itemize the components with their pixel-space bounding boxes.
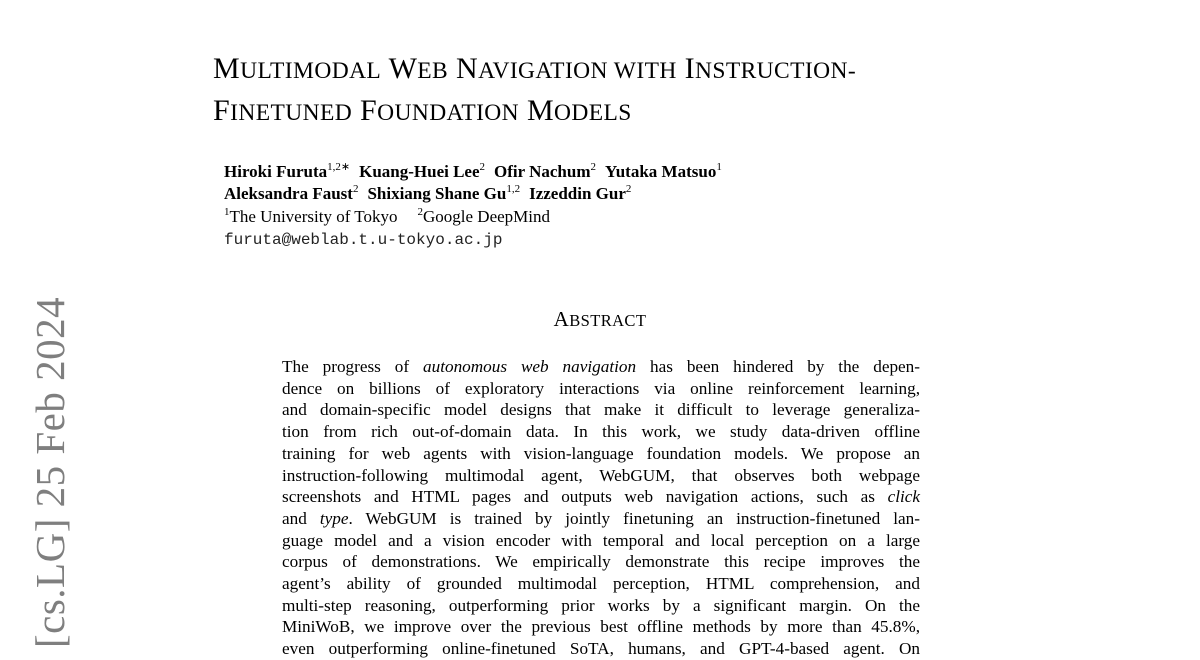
affiliations bbox=[224, 206, 550, 228]
author-name: Izzeddin Gur$^2$ bbox=[529, 183, 632, 203]
abstract-line: The progress of autonomous web navigation has been hindered by the depen- bbox=[282, 357, 920, 376]
abstract-line: agent’s ability of grounded multimodal perception, HTML comprehension, and bbox=[282, 574, 920, 594]
affiliation-1: $^1$The University of Tokyo bbox=[224, 206, 398, 226]
abstract-line: and type. WebGUM is trained by jointly finetuning an instruction-finetuned lan- bbox=[282, 508, 920, 528]
author-row-1 bbox=[224, 161, 722, 183]
author-name: Hiroki Furuta$^{1,2∗}$ bbox=[224, 161, 351, 181]
title-line-2 bbox=[213, 94, 632, 127]
author-row-2 bbox=[224, 183, 722, 205]
abstract-line: screenshots and HTML pages and outputs web navigation actions, such as click bbox=[282, 487, 920, 507]
title-word: FINETUNED bbox=[213, 94, 353, 127]
abstract-line: dence on billions of exploratory interactions via online reinforcement learning, bbox=[282, 378, 920, 398]
author-email[interactable]: furuta@weblab.t.u-tokyo.ac.jp bbox=[224, 231, 503, 249]
author-name: Yutaka Matsuo$^1$ bbox=[605, 161, 722, 181]
title-word: FOUNDATION bbox=[359, 94, 520, 127]
abstract-line: instruction-following multimodal agent, WebGUM, that observes both webpage bbox=[282, 465, 920, 485]
title-word: MULTIMODAL bbox=[213, 52, 382, 85]
author-name: Kuang-Huei Lee$^2$ bbox=[359, 161, 486, 181]
author-name: Aleksandra Faust$^2$ bbox=[224, 183, 359, 203]
abstract-line: MiniWoB, we improve over the previous best offline methods by more than 45.8%, bbox=[282, 617, 920, 637]
abstract-line: multi-step reasoning, outperforming prior works by a significant margin. On the bbox=[282, 595, 920, 615]
abstract-body bbox=[282, 356, 920, 660]
abstract-line: training for web agents with vision-language foundation models. We propose an bbox=[282, 443, 920, 463]
arxiv-identifier-stamp: [cs.LG] 25 Feb 2024 bbox=[27, 296, 73, 648]
title-word: NAVIGATION WITH bbox=[456, 52, 677, 85]
author-list bbox=[224, 161, 722, 205]
affiliation-2: $^2$Google DeepMind bbox=[417, 206, 551, 226]
title-word: MODELS bbox=[526, 94, 632, 127]
title-word: WEB bbox=[388, 52, 449, 85]
abstract-line: tion from rich out-of-domain data. In this work, we study data-driven offline bbox=[282, 422, 920, 442]
abstract-line: and domain-specific model designs that make it difficult to leverage generaliza- bbox=[282, 400, 920, 420]
title-word: INSTRUCTION- bbox=[684, 52, 857, 85]
author-name: Shixiang Shane Gu$^{1,2}$ bbox=[367, 183, 521, 203]
abstract-heading: ABSTRACT bbox=[553, 307, 647, 331]
title-line-1 bbox=[213, 52, 856, 85]
abstract-line: even outperforming online-finetuned SoTA, humans, and GPT-4-based agent. On bbox=[282, 639, 920, 659]
author-name: Ofir Nachum$^2$ bbox=[494, 161, 597, 181]
paper-title bbox=[213, 49, 856, 133]
abstract-line: guage model and a vision encoder with temporal and local perception on a large bbox=[282, 530, 920, 550]
abstract-line: corpus of demonstrations. We empirically demonstrate this recipe improves the bbox=[282, 552, 920, 572]
